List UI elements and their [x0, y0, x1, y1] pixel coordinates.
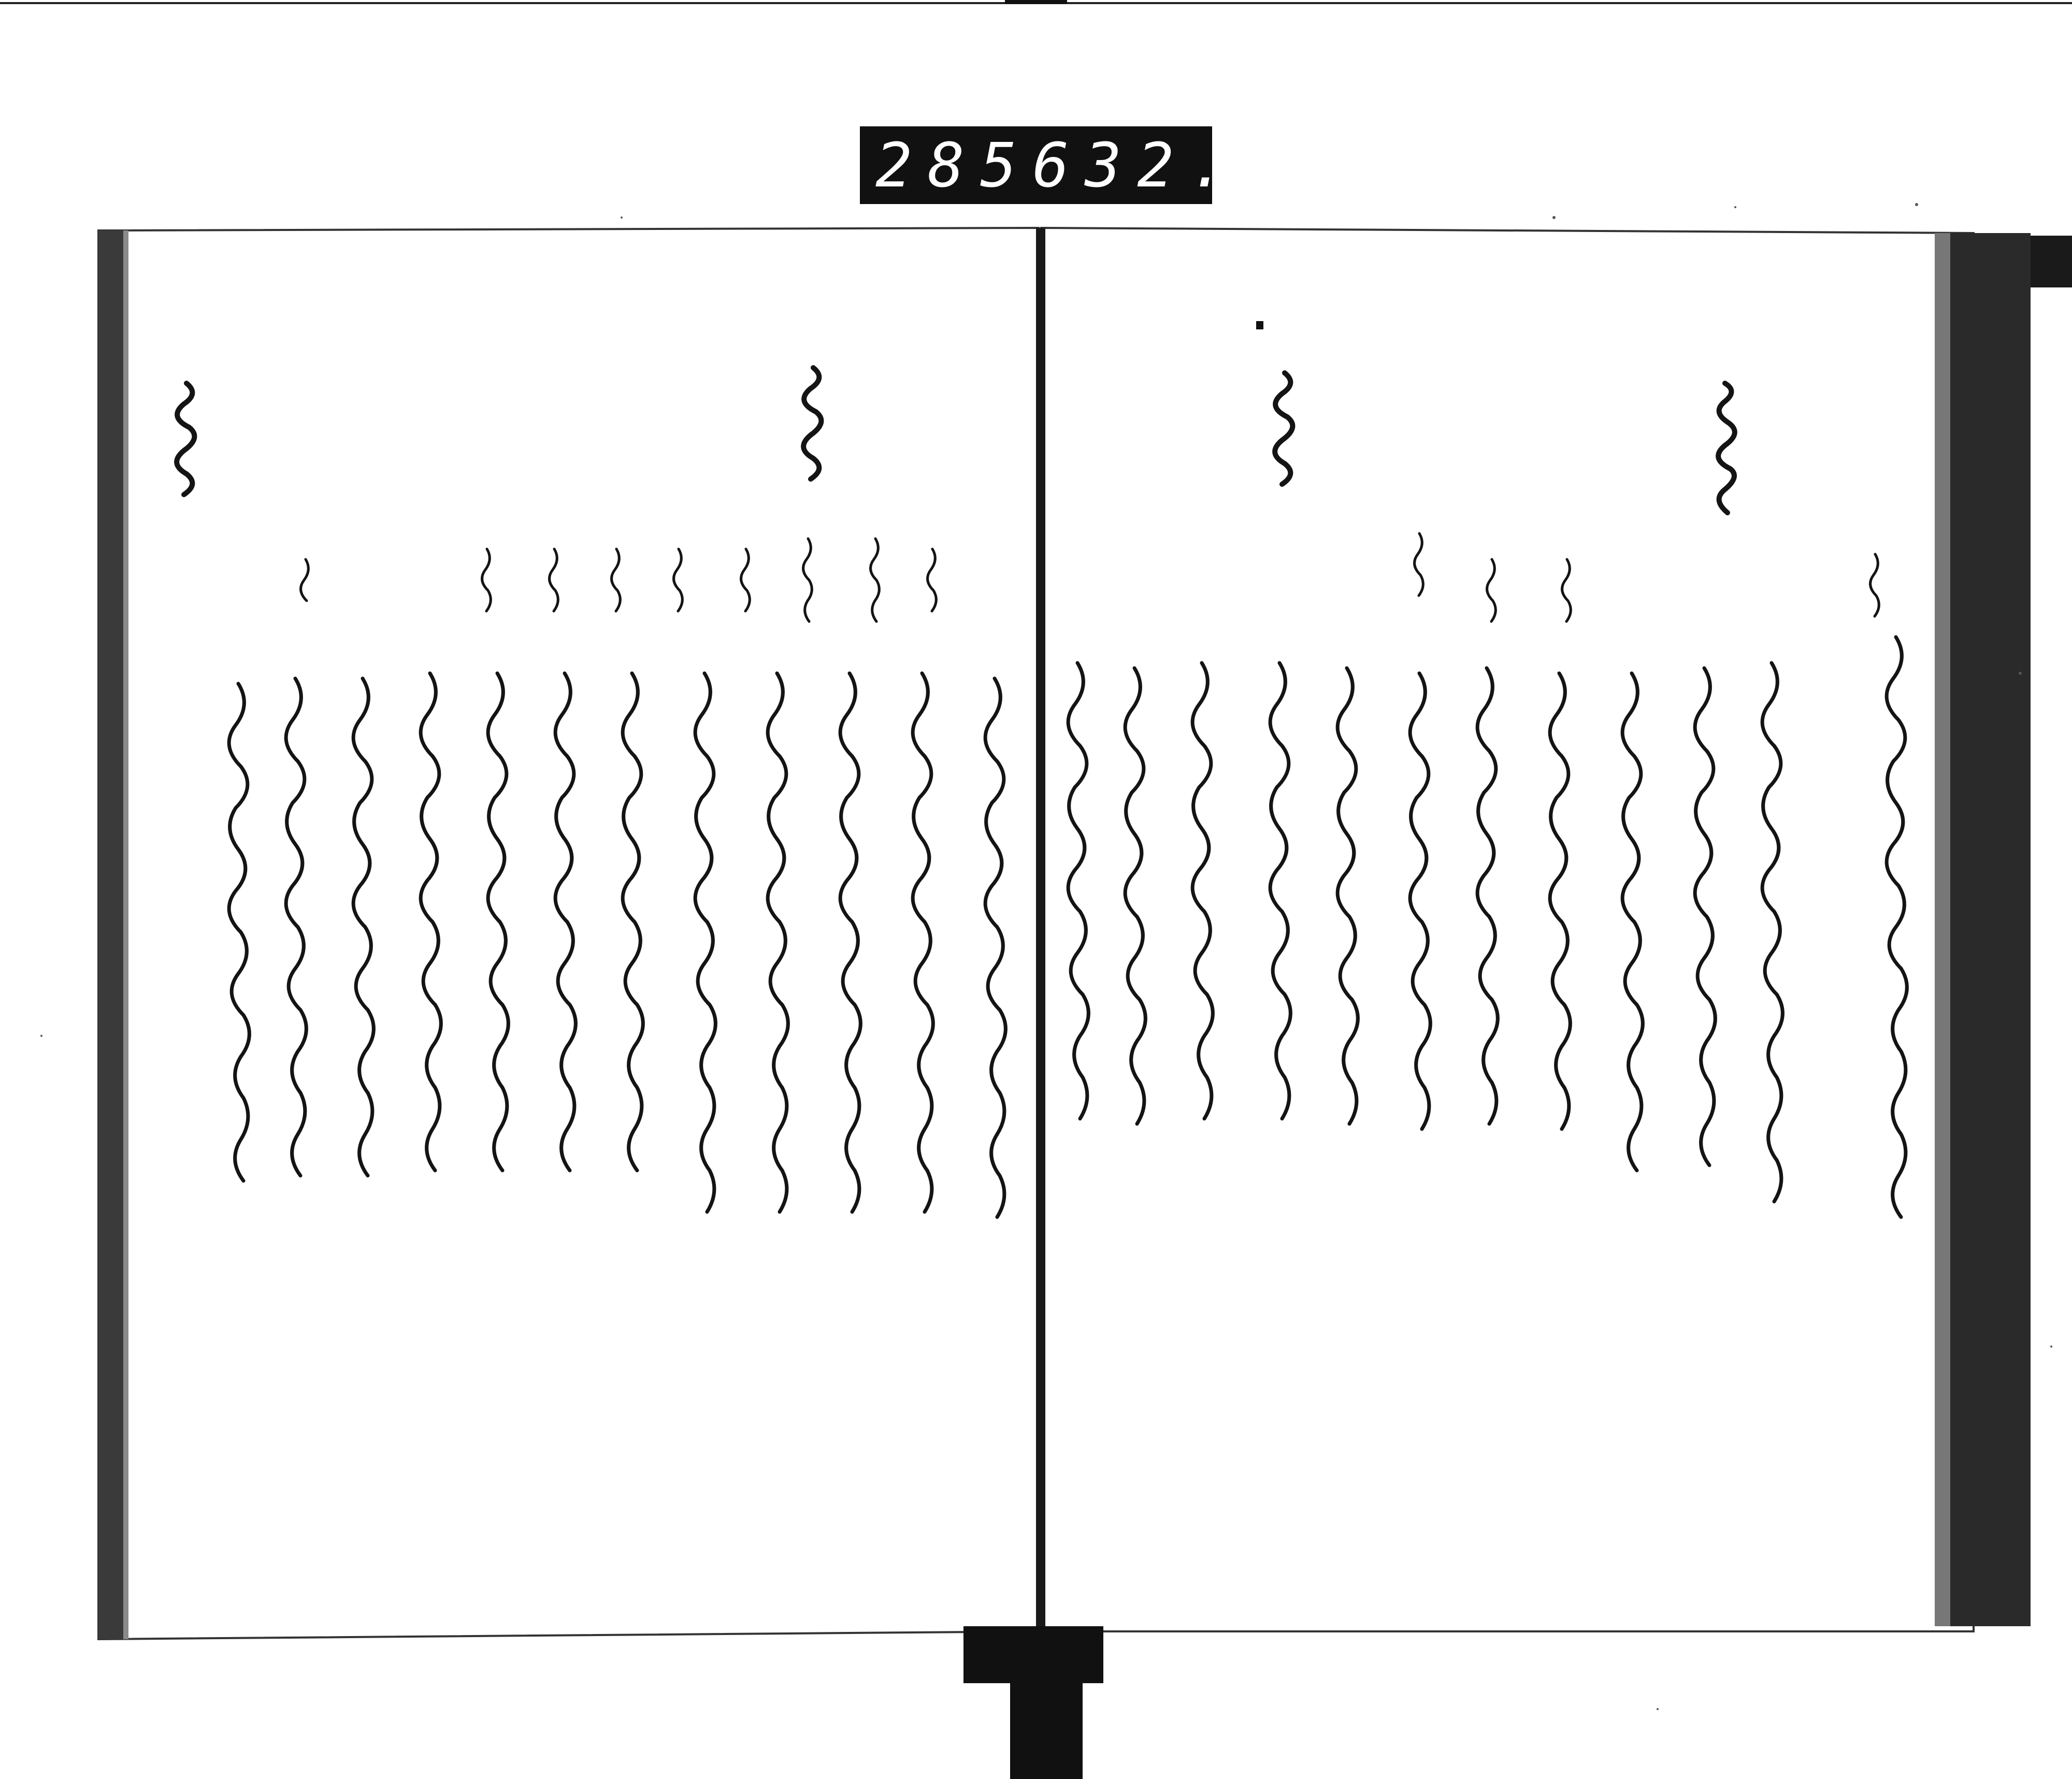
- binding-bottom: [963, 1626, 1103, 1683]
- gutter: [1036, 228, 1045, 1637]
- frame-number-right: 632.: [1032, 129, 1242, 201]
- left-page-edge: [98, 230, 123, 1639]
- right-page-edge: [1948, 233, 2031, 1626]
- frame-number-left: 285: [875, 129, 1033, 201]
